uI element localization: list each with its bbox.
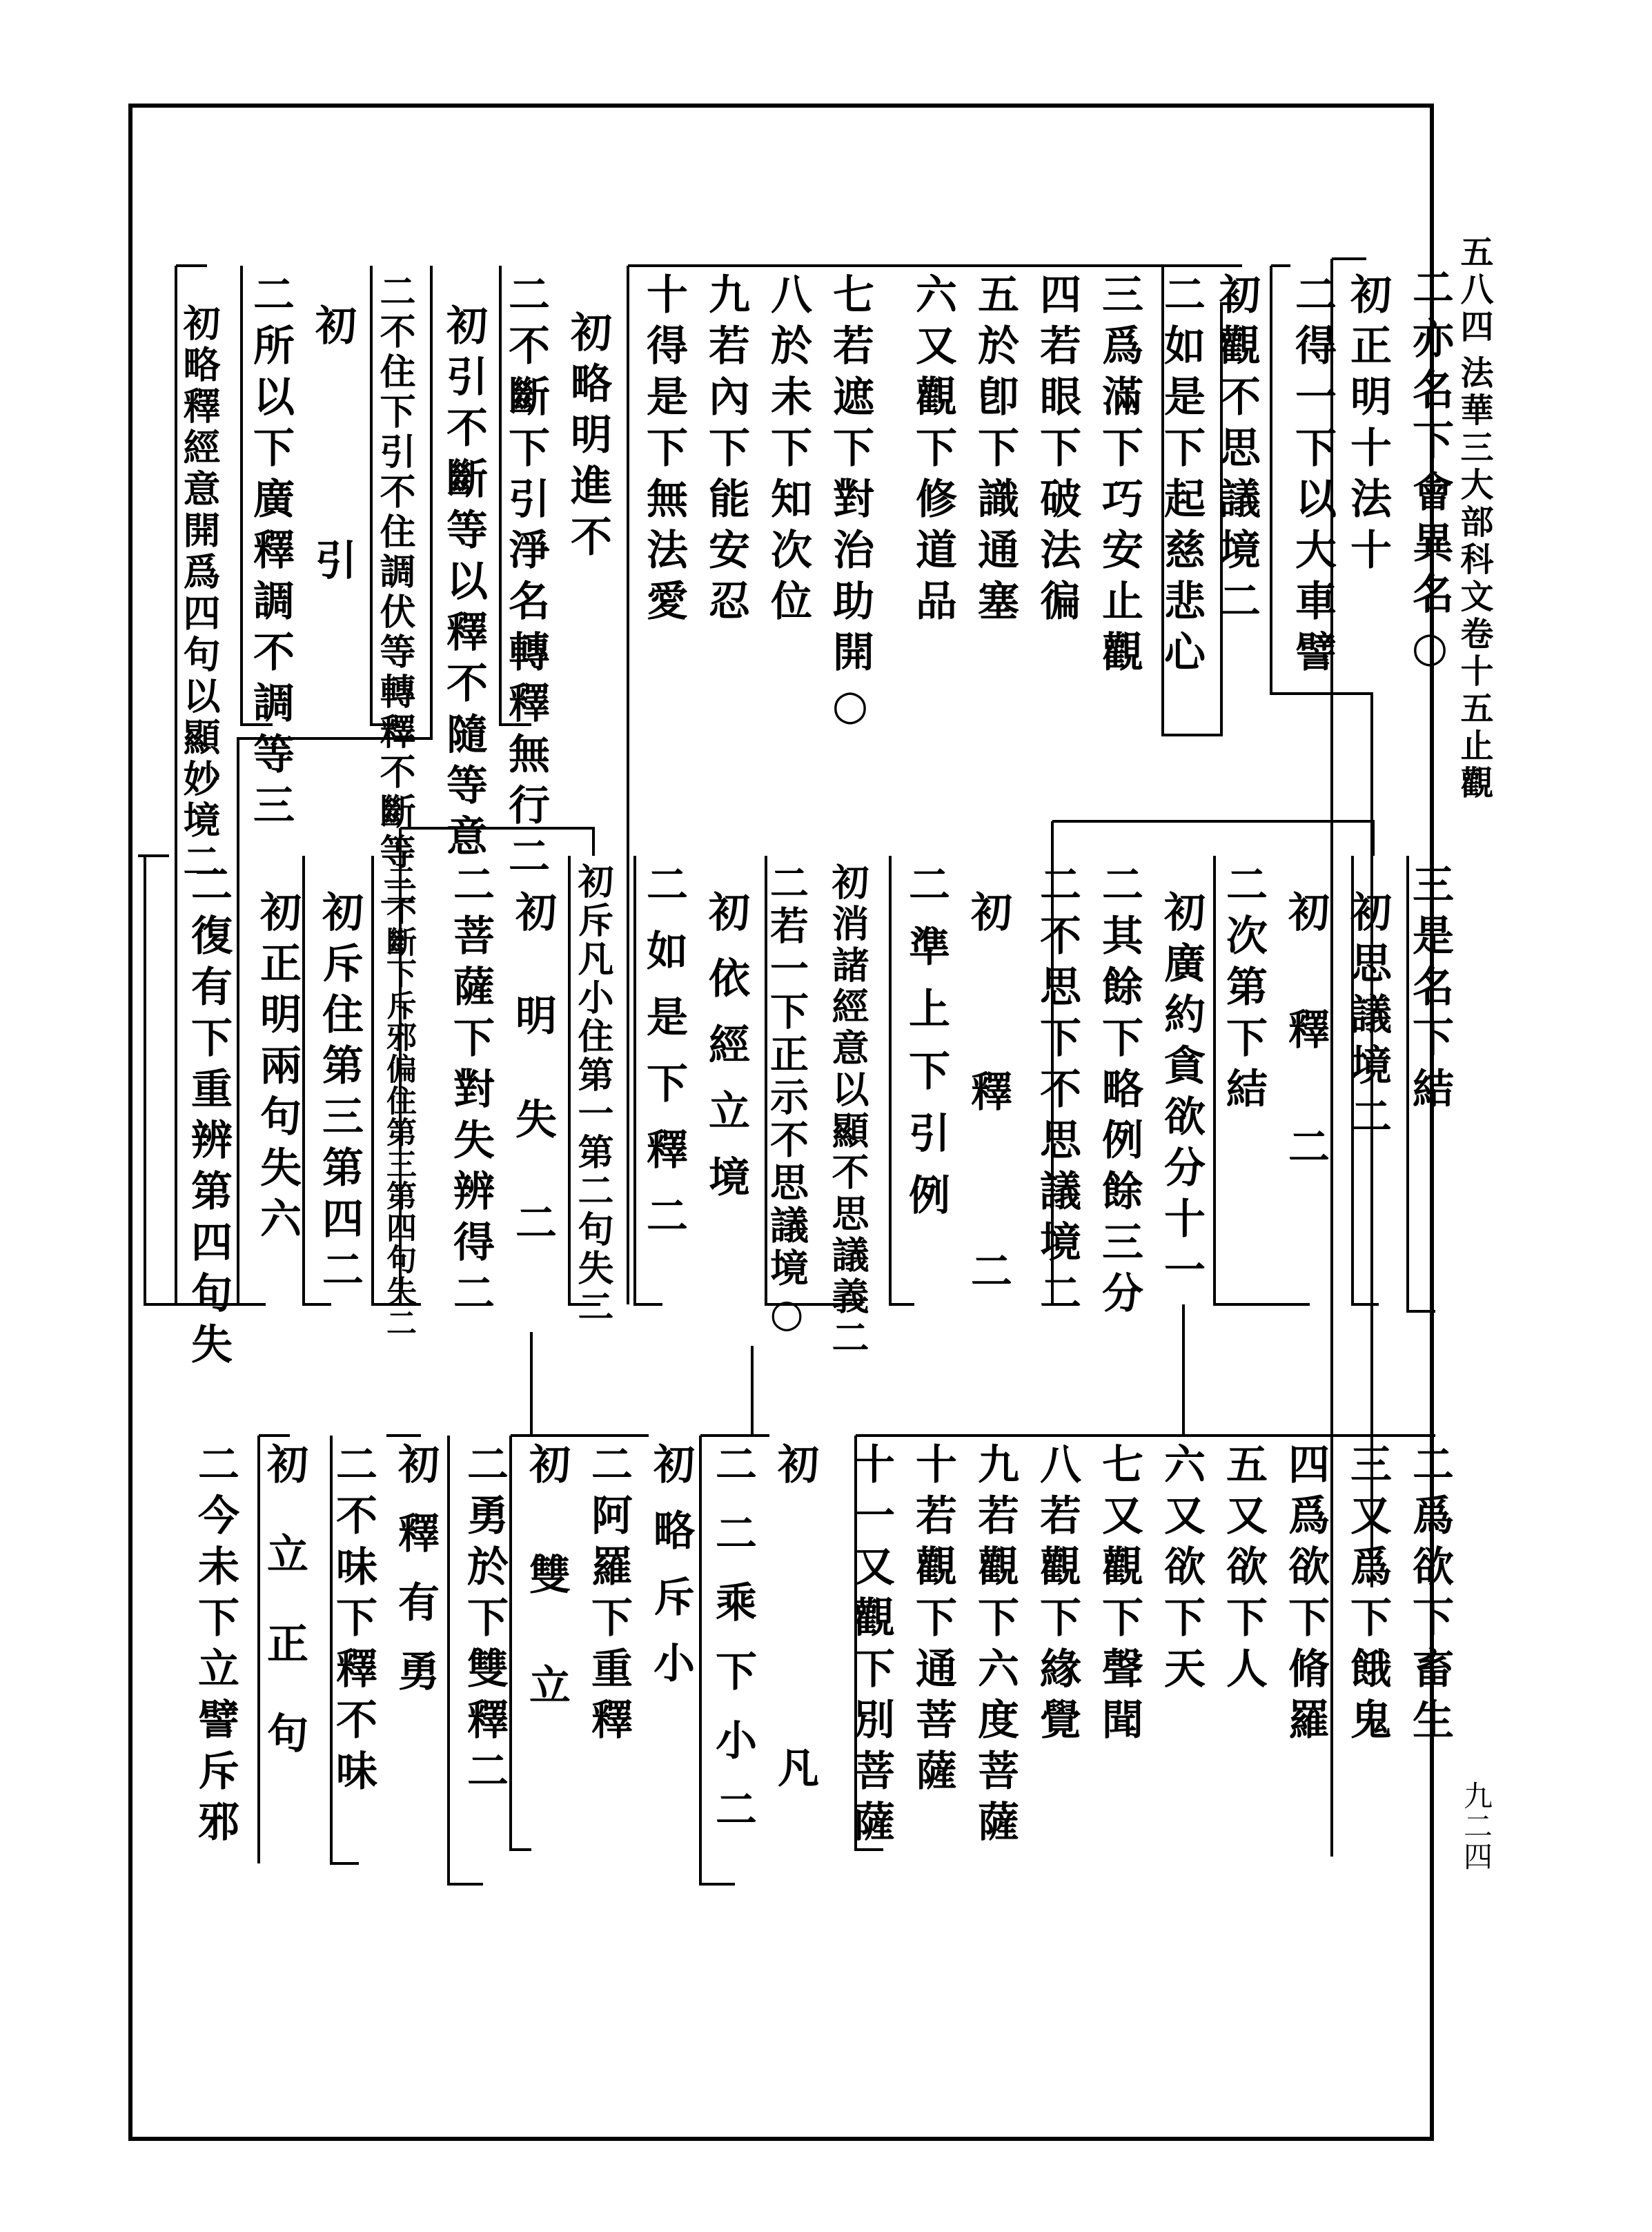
outline-entry: 九若觀下六度菩薩 xyxy=(971,1442,1019,1851)
outline-entry: 初消諸經意以顯不思議義二 xyxy=(826,863,870,1360)
outline-entry: 二其餘下略例餘三分 xyxy=(1095,863,1143,1322)
outline-entry: 三又爲下餓鬼 xyxy=(1344,1442,1392,1749)
bracket xyxy=(511,1332,649,1436)
outline-entry: 初略明進不 xyxy=(564,311,612,566)
outline-entry: 六又觀下修道品 xyxy=(909,273,957,630)
outline-entry: 初斥住第三第四二 xyxy=(315,890,364,1299)
outline-entry: 二今未下立譬斥邪 xyxy=(191,1442,239,1851)
outline-entry: 二準上下引例 xyxy=(902,863,950,1235)
outline-entry: 十若觀下通菩薩 xyxy=(909,1442,957,1800)
outline-entry: 二爲欲下畜生 xyxy=(1406,1442,1454,1749)
outline-entry: 初廣約貪欲分十一 xyxy=(1157,890,1206,1299)
outline-entry: 二阿羅下重釋 xyxy=(584,1442,633,1749)
outline-entry: 二勇於下雙釋二 xyxy=(460,1442,509,1800)
outline-entry: 初立正句 xyxy=(260,1442,308,1801)
outline-entry: 初斥凡小住第一第二句失二 xyxy=(571,863,613,1327)
outline-entry: 二不斷下斥邪偏住第三第四句失二 xyxy=(381,863,416,1339)
outline-entry: 初思議境二 xyxy=(1344,890,1392,1146)
outline-entry: 三爲滿下巧安止觀 xyxy=(1095,273,1143,681)
outline-entry: 初正明兩句失六 xyxy=(253,890,302,1248)
bracket xyxy=(856,1304,1435,1436)
outline-entry: 二復有下重辨第四句失 xyxy=(184,863,233,1373)
book-title: 法華三大部科文卷十五止觀 xyxy=(1455,355,1493,803)
outline-entry: 九若內下能安忍 xyxy=(702,273,750,630)
outline-entry: 四若眼下破法徧 xyxy=(1033,273,1081,630)
outline-entry: 七又觀下聲聞 xyxy=(1095,1442,1143,1749)
outline-entry: 二所以下廣釋調不調等三 xyxy=(246,273,295,834)
outline-entry: 十一又觀下別菩薩 xyxy=(847,1442,895,1851)
outline-entry: 初略斥小 xyxy=(647,1442,695,1707)
page-number: 五八四 xyxy=(1455,235,1493,346)
outline-entry: 初引 xyxy=(308,304,357,773)
outline-entry: 八若觀下緣覺 xyxy=(1033,1442,1081,1749)
outline-entry: 初觀不思議境二 xyxy=(1212,273,1261,630)
outline-entry: 二若一下正示不思議境○ xyxy=(764,863,809,1340)
outline-entry: 初引不斷等以釋不隨等意 xyxy=(440,304,488,865)
outline-entry: 二次第下結 xyxy=(1219,863,1268,1118)
bracket xyxy=(1271,266,1290,694)
outline-entry: 八於未下知次位 xyxy=(764,273,812,630)
outline-entry: 二二乘下小二 xyxy=(709,1442,757,1857)
outline-entry: 二如是下釋二 xyxy=(640,863,688,1260)
outline-entry: 七若遮下對治助開○ xyxy=(826,273,874,739)
outline-entry: 二不住下引不住調伏等轉釋不斷等二 xyxy=(373,273,415,913)
outline-entry: 四爲欲下脩羅 xyxy=(1281,1442,1330,1749)
outline-entry: 十得是下無法愛 xyxy=(640,273,688,630)
outline-entry: 初略釋經意開爲四句以顯妙境二 xyxy=(177,304,222,883)
outline-entry: 二得一下以大車譬 xyxy=(1288,273,1337,681)
bracket xyxy=(400,828,593,1304)
outline-entry: 二不斷下引淨名轉釋無行二 xyxy=(502,273,550,885)
outline-entry: 二如是下起慈悲心 xyxy=(1157,273,1206,681)
outline-entry: 二菩薩下對失辨得二 xyxy=(446,863,495,1322)
outline-entry: 二亦名下會異名○ xyxy=(1406,266,1454,681)
outline-entry: 初釋二 xyxy=(964,890,1012,1429)
outline-entry: 五於卽下識通塞 xyxy=(971,273,1019,630)
outline-entry: 六又欲下天 xyxy=(1157,1442,1206,1698)
outline-entry: 初正明十法十 xyxy=(1344,273,1392,579)
bracket xyxy=(700,1346,769,1436)
outline-entry: 初依經立境 xyxy=(702,890,750,1222)
outline-entry: 三是名下結 xyxy=(1406,863,1454,1118)
outline-entry: 二不思下不思議境二 xyxy=(1033,863,1081,1322)
outline-entry: 初雙立 xyxy=(522,1442,571,1774)
outline-entry: 五又欲下人 xyxy=(1219,1442,1268,1698)
outline-entry: 初明失二 xyxy=(509,890,557,1304)
outline-entry: 初釋二 xyxy=(1281,890,1330,1242)
folio-number: 九二四 xyxy=(1459,1781,1493,1872)
outline-entry: 初凡 xyxy=(771,1442,819,2050)
outline-entry: 初釋有勇 xyxy=(391,1442,440,1719)
outline-entry: 二不味下釋不味 xyxy=(329,1442,377,1800)
